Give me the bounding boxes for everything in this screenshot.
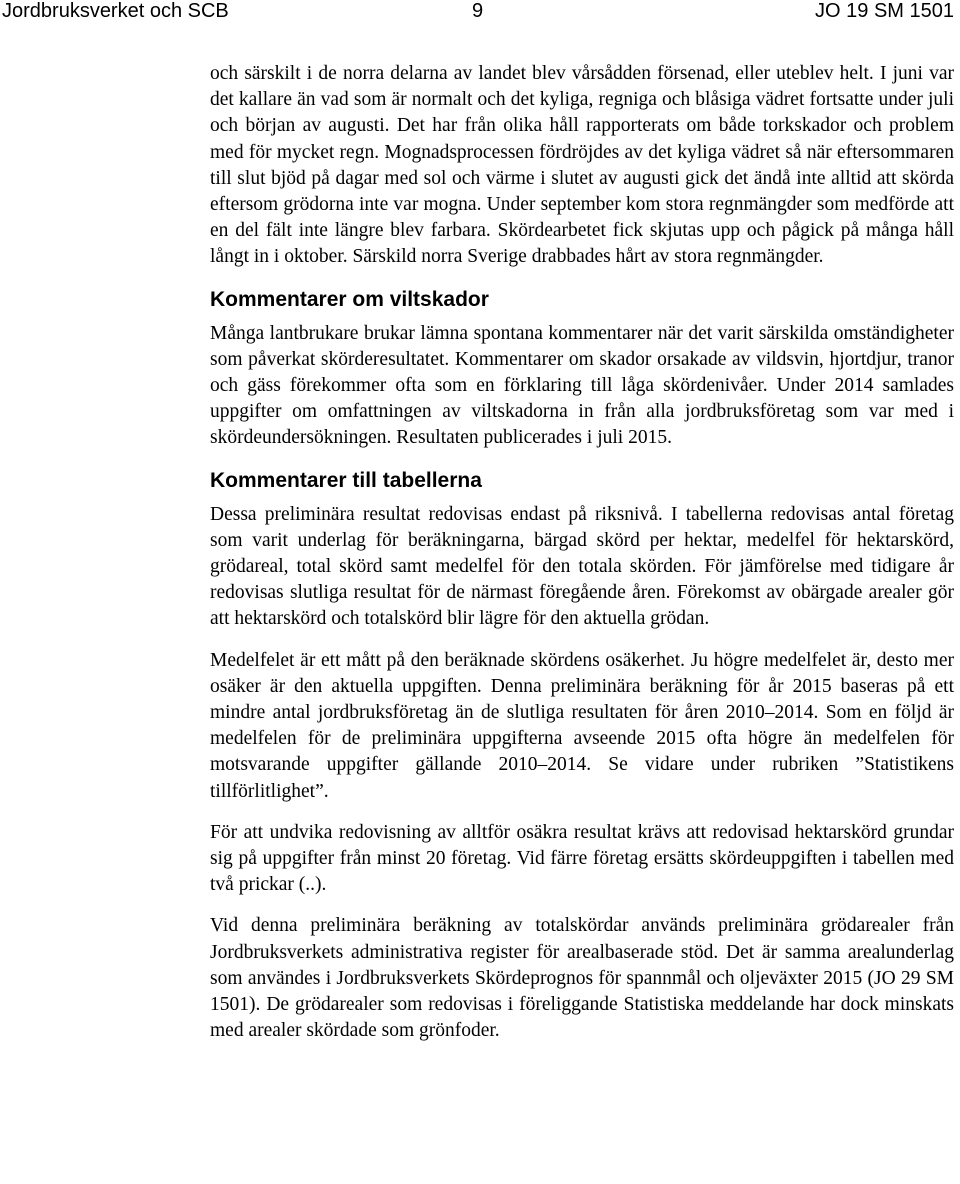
header-series-id: JO 19 SM 1501	[815, 0, 954, 22]
document-body	[210, 61, 954, 1045]
tabellerna-paragraph-2: Medelfelet är ett mått på den beräknade skördens osäkerhet. Ju högre medelfelet är, desto mer osäker är den aktuella uppgiften. Denna preliminära beräkning för år 2015 baseras på ett mindre antal jordbruksföretag än de slutliga resultaten för åren 2010–2014. Som en följd är medelfelen för de preliminära uppgifterna avseende 2015 ofta högre än medelfelen för motsvarande uppgifter gällande 2010–2014. Se vidare under rubriken ”Statistikens tillförlitlighet”.	[210, 649, 954, 802]
page-header	[0, 0, 960, 30]
heading-viltskador: Kommentarer om viltskador	[210, 287, 489, 311]
tabellerna-paragraph-4: Vid denna preliminära beräkning av totalskördar används preliminära grödarealer från Jordbruksverkets administrativa register för arealbaserade stöd. Det är samma arealunderlag som användes i Jordbruksverkets Skördeprognos för spannmål och oljeväxter 2015 (JO 29 SM 1501). De grödarealer som redovisas i föreliggande Statistiska meddelande har dock minskats med arealer skördade som grönfoder.	[210, 915, 954, 1042]
tabellerna-paragraph-1: Dessa preliminära resultat redovisas endast på riksnivå. I tabellerna redovisas antal företag som varit underlag för beräkningarna, bärgad skörd per hektar, medelfel för hektarskörd, grödareal, total skörd samt medelfel för den totala skörden. För jämförelse med tidigare år redovisas slutliga resultat för de närmast föregående åren. Förekomst av obärgade arealer gör att hektarskörd och totalskörd blir lägre för den aktuella grödan.	[210, 503, 954, 630]
tabellerna-paragraph-3: För att undvika redovisning av alltför osäkra resultat krävs att redovisad hektarskörd grundar sig på uppgifter från minst 20 företag. Vid färre företag ersätts skördeuppgiften i tabellen med två prickar (..).	[210, 821, 954, 896]
viltskador-paragraph: Många lantbrukare brukar lämna spontana kommentarer när det varit särskilda omständigheter som påverkat skörderesultatet. Kommentarer om skador orsakade av vildsvin, hjortdjur, tranor och gäss förekommer ofta som en förklaring till låga skördenivåer. Under 2014 samlades uppgifter om omfattningen av viltskadorna in från alla jordbruksföretag som var med i skördeundersökningen. Resultaten publicerades i juli 2015.	[210, 322, 954, 449]
header-publisher: Jordbruksverket och SCB	[2, 0, 229, 22]
heading-tabellerna: Kommentarer till tabellerna	[210, 468, 482, 492]
intro-paragraph: och särskilt i de norra delarna av landet blev vårsådden försenad, eller uteblev helt. I juni var det kallare än vad som är normalt och det kyliga, regniga och blåsiga vädret fortsatte under juli och början av augusti. Det har från olika håll rapporterats om både torkskador och problem med för mycket regn. Mognadsprocessen fördröjdes av det kyliga vädret så när eftersommaren till slut bjöd på dagar med sol och värme i slutet av augusti gick det ändå inte alltid att skörda eftersom grödorna inte var mogna. Under september kom stora regnmängder som medförde att en del fält inte längre blev farbara. Skördearbetet fick skjutas upp och pågick på många håll långt in i oktober. Särskild norra Sverige drabbades hårt av stora regnmängder.	[210, 63, 954, 268]
header-page-number: 9	[472, 0, 484, 22]
